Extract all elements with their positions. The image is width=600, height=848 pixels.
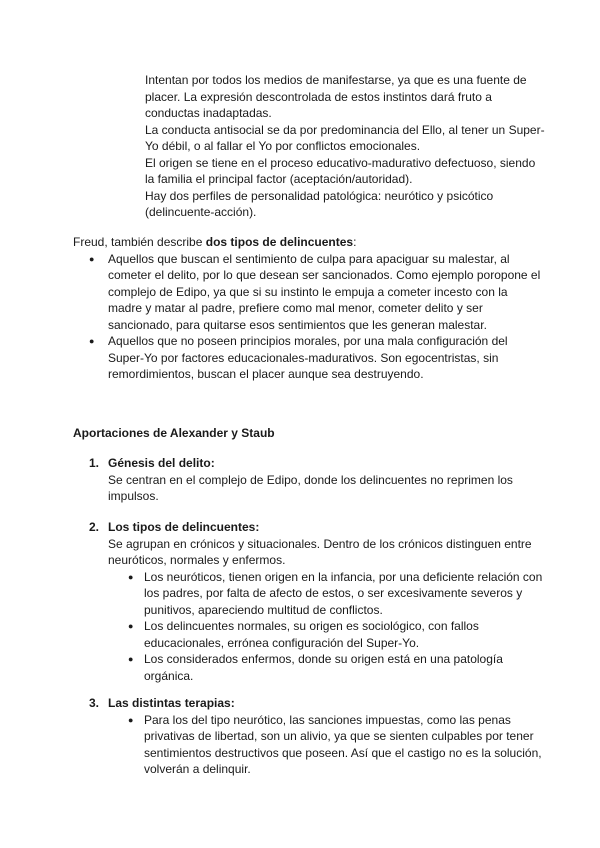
continuation-paragraphs [145,72,545,221]
list-item: ● Aquellos que no poseen principios morales, por una mala configuración del Super-Yo por factores educacionales-madurativos. Son egocentristas, sin remordimientos, buscan el placer aunque sea destruyendo. [73,333,543,383]
numbered-item-1 [89,455,543,505]
section-heading: Aportaciones de Alexander y Staub [73,426,275,440]
item-bullet-list [89,712,543,778]
numbered-item-3 [89,695,543,778]
item-body: Se centran en el complejo de Edipo, donde los delincuentes no reprimen los impulsos. [108,472,513,503]
intro-text: Freud, también describe [73,235,206,249]
paragraph: Hay dos perfiles de personalidad patológica: neurótico y psicótico (delincuente-acción). [145,188,494,219]
item-heading: Los tipos de delincuentes: [108,520,260,534]
list-item: ● Los neuróticos, tienen origen en la infancia, por una deficiente relación con los padres, por falta de afecto de estos, o ser excesivamente severos y punitivos, apareciendo multitud de conflictos. [89,569,543,619]
paragraph: El origen se tiene en el proceso educativo-madurativo defectuoso, siendo la familia el principal factor (aceptación/autoridad). [145,155,536,186]
freud-bullet-list [73,251,543,383]
list-item: ● Los considerados enfermos, donde su origen está en una patología orgánica. [89,651,543,684]
item-number: 1. [89,456,100,470]
intro-colon: : [353,235,357,249]
list-item: ● Para los del tipo neurótico, las sanciones impuestas, como las penas privativas de libertad, son un alivio, ya que se sienten culpables por tener sentimientos destructivos que poseen. Así que el castigo no es la solución, volverán a delinquir. [89,712,543,778]
item-heading: Génesis del delito: [108,456,215,470]
paragraph: Intentan por todos los medios de manifestarse, ya que es una fuente de placer. La expresión descontrolada de estos instintos dará fruto a conductas inadaptadas. [145,73,527,120]
item-body: Se agrupan en crónicos y situacionales. Dentro de los crónicos distinguen entre neuróticos, normales y enfermos. [108,536,532,567]
item-number: 3. [89,696,100,710]
list-item: ● Los delincuentes normales, su origen es sociológico, con fallos educacionales, errónea configuración del Super-Yo. [89,618,543,651]
list-item: ● Aquellos que buscan el sentimiento de culpa para apaciguar su malestar, al cometer el delito, por lo que desean ser sancionados. Como ejemplo poropone el complejo de Edipo, ya que si su instinto le empuja a cometer incesto con la madre y matar al padre, prefiere como mal menor, cometer delito y ser sancionado, para quitarse esos sentimientos que les generan malestar. [73,251,543,334]
item-number: 2. [89,520,100,534]
intro-bold-text: dos tipos de delincuentes [205,235,354,249]
item-heading: Las distintas terapias: [108,696,235,710]
freud-intro [73,234,543,251]
numbered-item-2 [89,519,543,684]
paragraph: La conducta antisocial se da por predominancia del Ello, al tener un Super-Yo débil, o al fallar el Yo por conflictos emocionales. [145,122,545,153]
item-bullet-list [89,569,543,685]
freud-section [73,234,543,383]
